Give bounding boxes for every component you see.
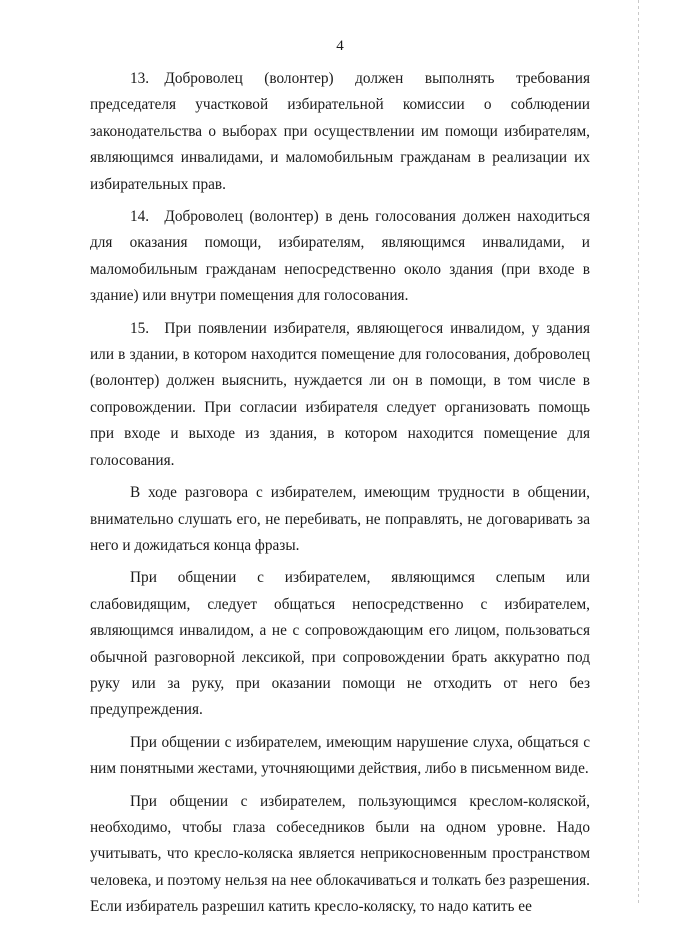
paragraph-wheelchair-user: При общении с избирателем, пользующимся креслом-коляской, необходимо, чтобы глаза собеседников были на одном уровне. Надо учитывать, что кресло-коляска является неприкосновенным пространством человека, и поэтому нельзя на нее облокачиваться и толкать без разрешения. Если избиратель разрешил катить кресло-коляску, то надо катить ее <box>90 792 590 916</box>
scan-edge-line <box>638 0 639 905</box>
page-number: 4 <box>336 38 344 54</box>
paragraph-15: 15. При появлении избирателя, являющегося инвалидом, у здания или в здании, в котором находится помещение для голосования, доброволец (волонтер) должен выяснить, нуждается ли он в помощи, в том числе в сопровождении. При согласии избирателя следует организовать помощь при входе и выходе из здания, в котором находится помещение для голосования. <box>90 319 590 469</box>
paragraph-communication-difficulties: В ходе разговора с избирателем, имеющим трудности в общении, внимательно слушать его, не перебивать, не поправлять, не договаривать за него и дожидаться конца фразы. <box>90 484 590 554</box>
paragraph-blind-voter: При общении с избирателем, являющимся слепым или слабовидящим, следует общаться непосредственно с избирателем, являющимся инвалидом, а не с сопровождающим его лицом, пользоваться обычной разговорной лексикой, при сопровождении брать аккуратно под руку или за руку, при оказании помощи не отходить от него без предупреждения. <box>90 569 590 719</box>
paragraph-hearing-impaired: При общении с избирателем, имеющим нарушение слуха, общаться с ним понятными жестами, уточняющими действия, либо в письменном виде. <box>90 733 590 778</box>
paragraph-14: 14. Доброволец (волонтер) в день голосования должен находиться для оказания помощи, избирателям, являющимся инвалидами, и маломобильным гражданам непосредственно около здания (при входе в здание) или внутри помещения для голосования. <box>90 208 590 305</box>
paragraph-13: 13. Доброволец (волонтер) должен выполнять требования председателя участковой избирательной комиссии о соблюдении законодательства о выборах при осуществлении им помощи избирателям, являющимся инвалидами, и маломобильным гражданам в реализации их избирательных прав. <box>90 70 590 193</box>
document-body <box>90 66 590 927</box>
